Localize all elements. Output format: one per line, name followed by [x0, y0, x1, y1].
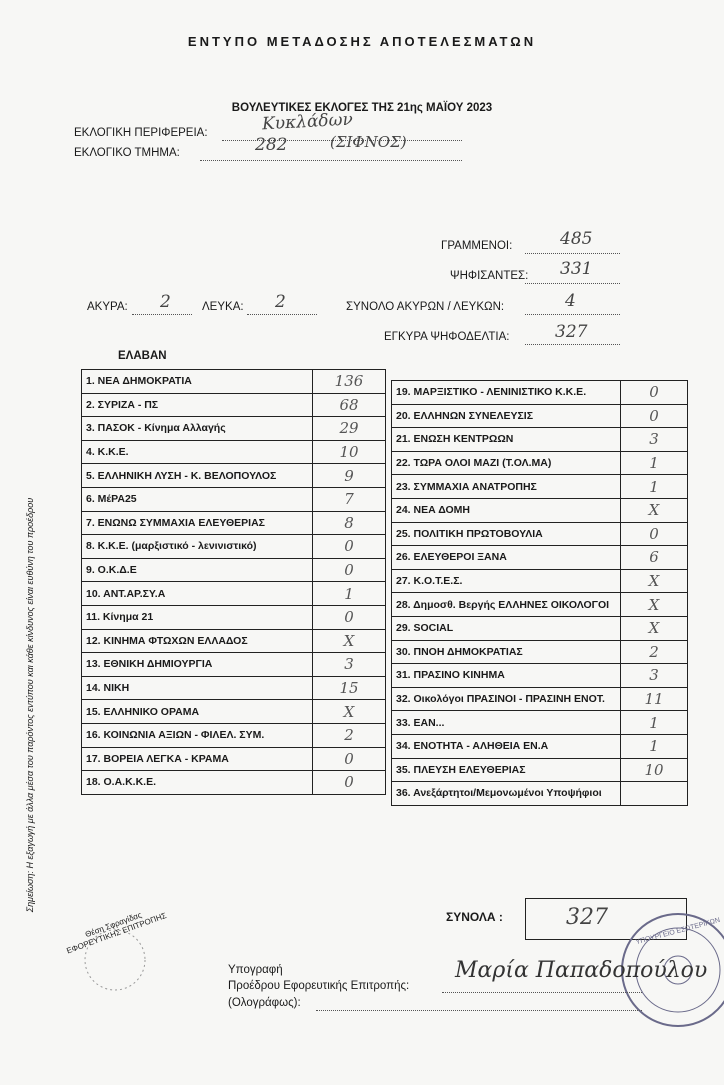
election-title: ΒΟΥΛΕΥΤΙΚΕΣ ΕΚΛΟΓΕΣ ΤΗΣ 21ης ΜΑΪΟΥ 2023 [231, 102, 493, 114]
party-name: 19. ΜΑΡΞΙΣΤΙΚΟ - ΛΕΝΙΝΙΣΤΙΚΟ Κ.Κ.Ε. [392, 381, 621, 405]
party-name: 14. ΝΙΚΗ [82, 676, 313, 700]
party-row [392, 640, 688, 664]
party-name: 25. ΠΟΛΙΤΙΚΗ ΠΡΩΤΟΒΟΥΛΙΑ [392, 522, 621, 546]
voted-label: ΨΗΦΙΣΑΝΤΕΣ: [450, 270, 529, 282]
party-name: 29. SOCIAL [392, 616, 621, 640]
party-votes: 10 [313, 440, 386, 464]
party-row [82, 605, 386, 629]
party-votes: X [621, 569, 688, 593]
party-votes: X [621, 593, 688, 617]
party-votes: 136 [313, 370, 386, 394]
party-row [82, 440, 386, 464]
signature-label: Υπογραφή [228, 964, 283, 976]
party-name: 8. Κ.Κ.Ε. (μαρξιστικό - λενινιστικό) [82, 535, 313, 559]
stamp-text: ΥΠΟΥΡΓΕΙΟ ΕΣΩΤΕΡΙΚΩΝ [635, 916, 721, 947]
party-row [82, 629, 386, 653]
party-name: 11. Κίνημα 21 [82, 605, 313, 629]
party-row [82, 393, 386, 417]
section-line [200, 160, 462, 161]
party-votes: 0 [621, 522, 688, 546]
party-name: 17. ΒΟΡΕΙΑ ΛΕΓΚΑ - ΚΡΑΜΑ [82, 747, 313, 771]
party-name: 24. ΝΕΑ ΔΟΜΗ [392, 498, 621, 522]
party-row [82, 747, 386, 771]
party-row [392, 498, 688, 522]
party-votes: 1 [621, 734, 688, 758]
party-votes: 15 [313, 676, 386, 700]
party-name: 23. ΣΥΜΜΑΧΙΑ ΑΝΑΤΡΟΠΗΣ [392, 475, 621, 499]
party-votes: 9 [313, 464, 386, 488]
party-name: 13. ΕΘΝΙΚΗ ΔΗΜΙΟΥΡΓΙΑ [82, 653, 313, 677]
valid-line [525, 344, 620, 345]
party-votes: X [621, 498, 688, 522]
party-row [392, 475, 688, 499]
party-votes: 6 [621, 546, 688, 570]
party-name: 27. Κ.Ο.Τ.Ε.Σ. [392, 569, 621, 593]
party-row [82, 771, 386, 795]
party-row [392, 782, 688, 806]
party-votes: 3 [621, 664, 688, 688]
party-votes: 0 [621, 381, 688, 405]
party-name: 3. ΠΑΣΟΚ - Κίνημα Αλλαγής [82, 417, 313, 441]
side-note: Σημείωση: Η εξαγωγή με άλλα μέσα του παρόντος εντύπου και κάθε κίνδυνος είναι ευθύνη του προέδρου [25, 497, 35, 913]
chair-signature: Μαρία Παπαδοπούλου [455, 958, 708, 983]
party-name: 36. Ανεξάρτητοι/Μεμονωμένοι Υποψήφιοι [392, 782, 621, 806]
party-row [392, 616, 688, 640]
party-votes [621, 782, 688, 806]
party-row [82, 676, 386, 700]
party-name: 4. Κ.Κ.Ε. [82, 440, 313, 464]
party-row [82, 558, 386, 582]
party-row [392, 734, 688, 758]
party-votes: 0 [621, 404, 688, 428]
party-row [392, 404, 688, 428]
party-name: 32. Οικολόγοι ΠΡΑΣΙΝΟΙ - ΠΡΑΣΙΝΗ ΕΝΟΤ. [392, 687, 621, 711]
party-row [392, 569, 688, 593]
party-name: 1. ΝΕΑ ΔΗΜΟΚΡΑΤΙΑ [82, 370, 313, 394]
signature-line [442, 992, 642, 993]
section-place: (ΣΙΦΝΟΣ) [330, 133, 407, 151]
party-votes: 1 [313, 582, 386, 606]
party-name: 21. ΕΝΩΣΗ ΚΕΝΤΡΩΩΝ [392, 428, 621, 452]
party-votes: 0 [313, 605, 386, 629]
party-name: 30. ΠΝΟΗ ΔΗΜΟΚΡΑΤΙΑΣ [392, 640, 621, 664]
party-votes: 7 [313, 487, 386, 511]
total-invalid-blank-value: 4 [565, 291, 576, 311]
party-row [392, 711, 688, 735]
party-name: 18. Ο.Α.Κ.Κ.Ε. [82, 771, 313, 795]
invalid-line [132, 314, 192, 315]
party-row [82, 723, 386, 747]
party-votes: X [313, 629, 386, 653]
party-row [82, 487, 386, 511]
party-name: 34. ΕΝΟΤΗΤΑ - ΑΛΗΘΕΙΑ ΕΝ.Α [392, 734, 621, 758]
party-row [392, 522, 688, 546]
party-row [392, 428, 688, 452]
party-row [392, 546, 688, 570]
party-name: 12. ΚΙΝΗΜΑ ΦΤΩΧΩΝ ΕΛΛΑΔΟΣ [82, 629, 313, 653]
section-label: ΕΚΛΟΓΙΚΟ ΤΜΗΜΑ: [74, 147, 180, 159]
blank-line [247, 314, 317, 315]
party-name: 15. ΕΛΛΗΝΙΚΟ ΟΡΑΜΑ [82, 700, 313, 724]
chair-label: Προέδρου Εφορευτικής Επιτροπής: [228, 980, 410, 992]
total-invalid-blank-label: ΣΥΝΟΛΟ ΑΚΥΡΩΝ / ΛΕΥΚΩΝ: [346, 301, 505, 313]
party-name: 33. ΕΑΝ... [392, 711, 621, 735]
party-name: 10. ΑΝΤ.ΑΡ.ΣΥ.Α [82, 582, 313, 606]
registered-value: 485 [560, 229, 593, 249]
party-row [82, 582, 386, 606]
party-name: 5. ΕΛΛΗΝΙΚΗ ΛΥΣΗ - Κ. ΒΕΛΟΠΟΥΛΟΣ [82, 464, 313, 488]
party-name: 35. ΠΛΕΥΣΗ ΕΛΕΥΘΕΡΙΑΣ [392, 758, 621, 782]
party-row [82, 511, 386, 535]
party-votes: 68 [313, 393, 386, 417]
seal-text: Θέση Σφραγίδας ΕΦΟΡΕΥΤΙΚΗΣ ΕΠΙΤΡΟΠΗΣ [65, 910, 168, 956]
results-table-right [391, 380, 688, 806]
party-name: 6. ΜέΡΑ25 [82, 487, 313, 511]
party-votes: 3 [313, 653, 386, 677]
received-label: ΕΛΑΒΑΝ [118, 350, 167, 362]
party-votes: 8 [313, 511, 386, 535]
invalid-value: 2 [160, 292, 171, 312]
in-words-label: (Ολογράφως): [228, 997, 301, 1009]
party-name: 7. ΕΝΩΝΩ ΣΥΜΜΑΧΙΑ ΕΛΕΥΘΕΡΙΑΣ [82, 511, 313, 535]
party-name: 20. ΕΛΛΗΝΩΝ ΣΥΝΕΛΕΥΣΙΣ [392, 404, 621, 428]
registered-line [525, 253, 620, 254]
party-votes: 0 [313, 535, 386, 559]
party-votes: X [313, 700, 386, 724]
totals-value: 327 [566, 905, 608, 930]
party-row [82, 700, 386, 724]
party-row [392, 593, 688, 617]
party-votes: 0 [313, 558, 386, 582]
registered-label: ΓΡΑΜΜΕΝΟΙ: [441, 240, 513, 252]
results-table-left [81, 369, 386, 795]
valid-value: 327 [555, 322, 588, 342]
party-votes: 29 [313, 417, 386, 441]
party-row [392, 664, 688, 688]
totals-label: ΣΥΝΟΛΑ : [446, 910, 503, 924]
party-votes: 11 [621, 687, 688, 711]
in-words-line [316, 1010, 642, 1011]
blank-value: 2 [275, 292, 286, 312]
district-label: ΕΚΛΟΓΙΚΗ ΠΕΡΙΦΕΡΕΙΑ: [74, 127, 208, 139]
party-name: 9. Ο.Κ.Δ.Ε [82, 558, 313, 582]
party-row [392, 758, 688, 782]
party-votes: 1 [621, 475, 688, 499]
total-invalid-blank-line [525, 314, 620, 315]
valid-label: ΕΓΚΥΡΑ ΨΗΦΟΔΕΛΤΙΑ: [384, 331, 510, 343]
section-value: 282 [255, 135, 288, 155]
voted-value: 331 [560, 259, 593, 279]
party-row [82, 464, 386, 488]
invalid-label: ΑΚΥΡΑ: [87, 301, 128, 313]
party-votes: 2 [313, 723, 386, 747]
party-row [392, 381, 688, 405]
party-votes: 0 [313, 771, 386, 795]
district-value: Κυκλάδων [261, 109, 354, 135]
party-votes: 0 [313, 747, 386, 771]
party-row [392, 687, 688, 711]
voted-line [525, 283, 620, 284]
party-votes: X [621, 616, 688, 640]
party-name: 26. ΕΛΕΥΘΕΡΟΙ ΞΑΝΑ [392, 546, 621, 570]
party-row [82, 535, 386, 559]
party-name: 2. ΣΥΡΙΖΑ - ΠΣ [82, 393, 313, 417]
form-title: ΕΝΤΥΠΟ ΜΕΤΑΔΟΣΗΣ ΑΠΟΤΕΛΕΣΜΑΤΩΝ [187, 34, 537, 49]
party-row [392, 451, 688, 475]
party-row [82, 417, 386, 441]
party-votes: 2 [621, 640, 688, 664]
party-row [82, 653, 386, 677]
party-votes: 10 [621, 758, 688, 782]
blank-label: ΛΕΥΚΑ: [202, 301, 244, 313]
party-name: 22. ΤΩΡΑ ΟΛΟΙ ΜΑΖΙ (Τ.ΟΛ.ΜΑ) [392, 451, 621, 475]
party-votes: 1 [621, 711, 688, 735]
party-name: 31. ΠΡΑΣΙΝΟ ΚΙΝΗΜΑ [392, 664, 621, 688]
party-votes: 3 [621, 428, 688, 452]
party-votes: 1 [621, 451, 688, 475]
party-name: 16. ΚΟΙΝΩΝΙΑ ΑΞΙΩΝ - ΦΙΛΕΛ. ΣΥΜ. [82, 723, 313, 747]
party-row [82, 370, 386, 394]
party-name: 28. Δημοσθ. Βεργής ΕΛΛΗΝΕΣ ΟΙΚΟΛΟΓΟΙ [392, 593, 621, 617]
